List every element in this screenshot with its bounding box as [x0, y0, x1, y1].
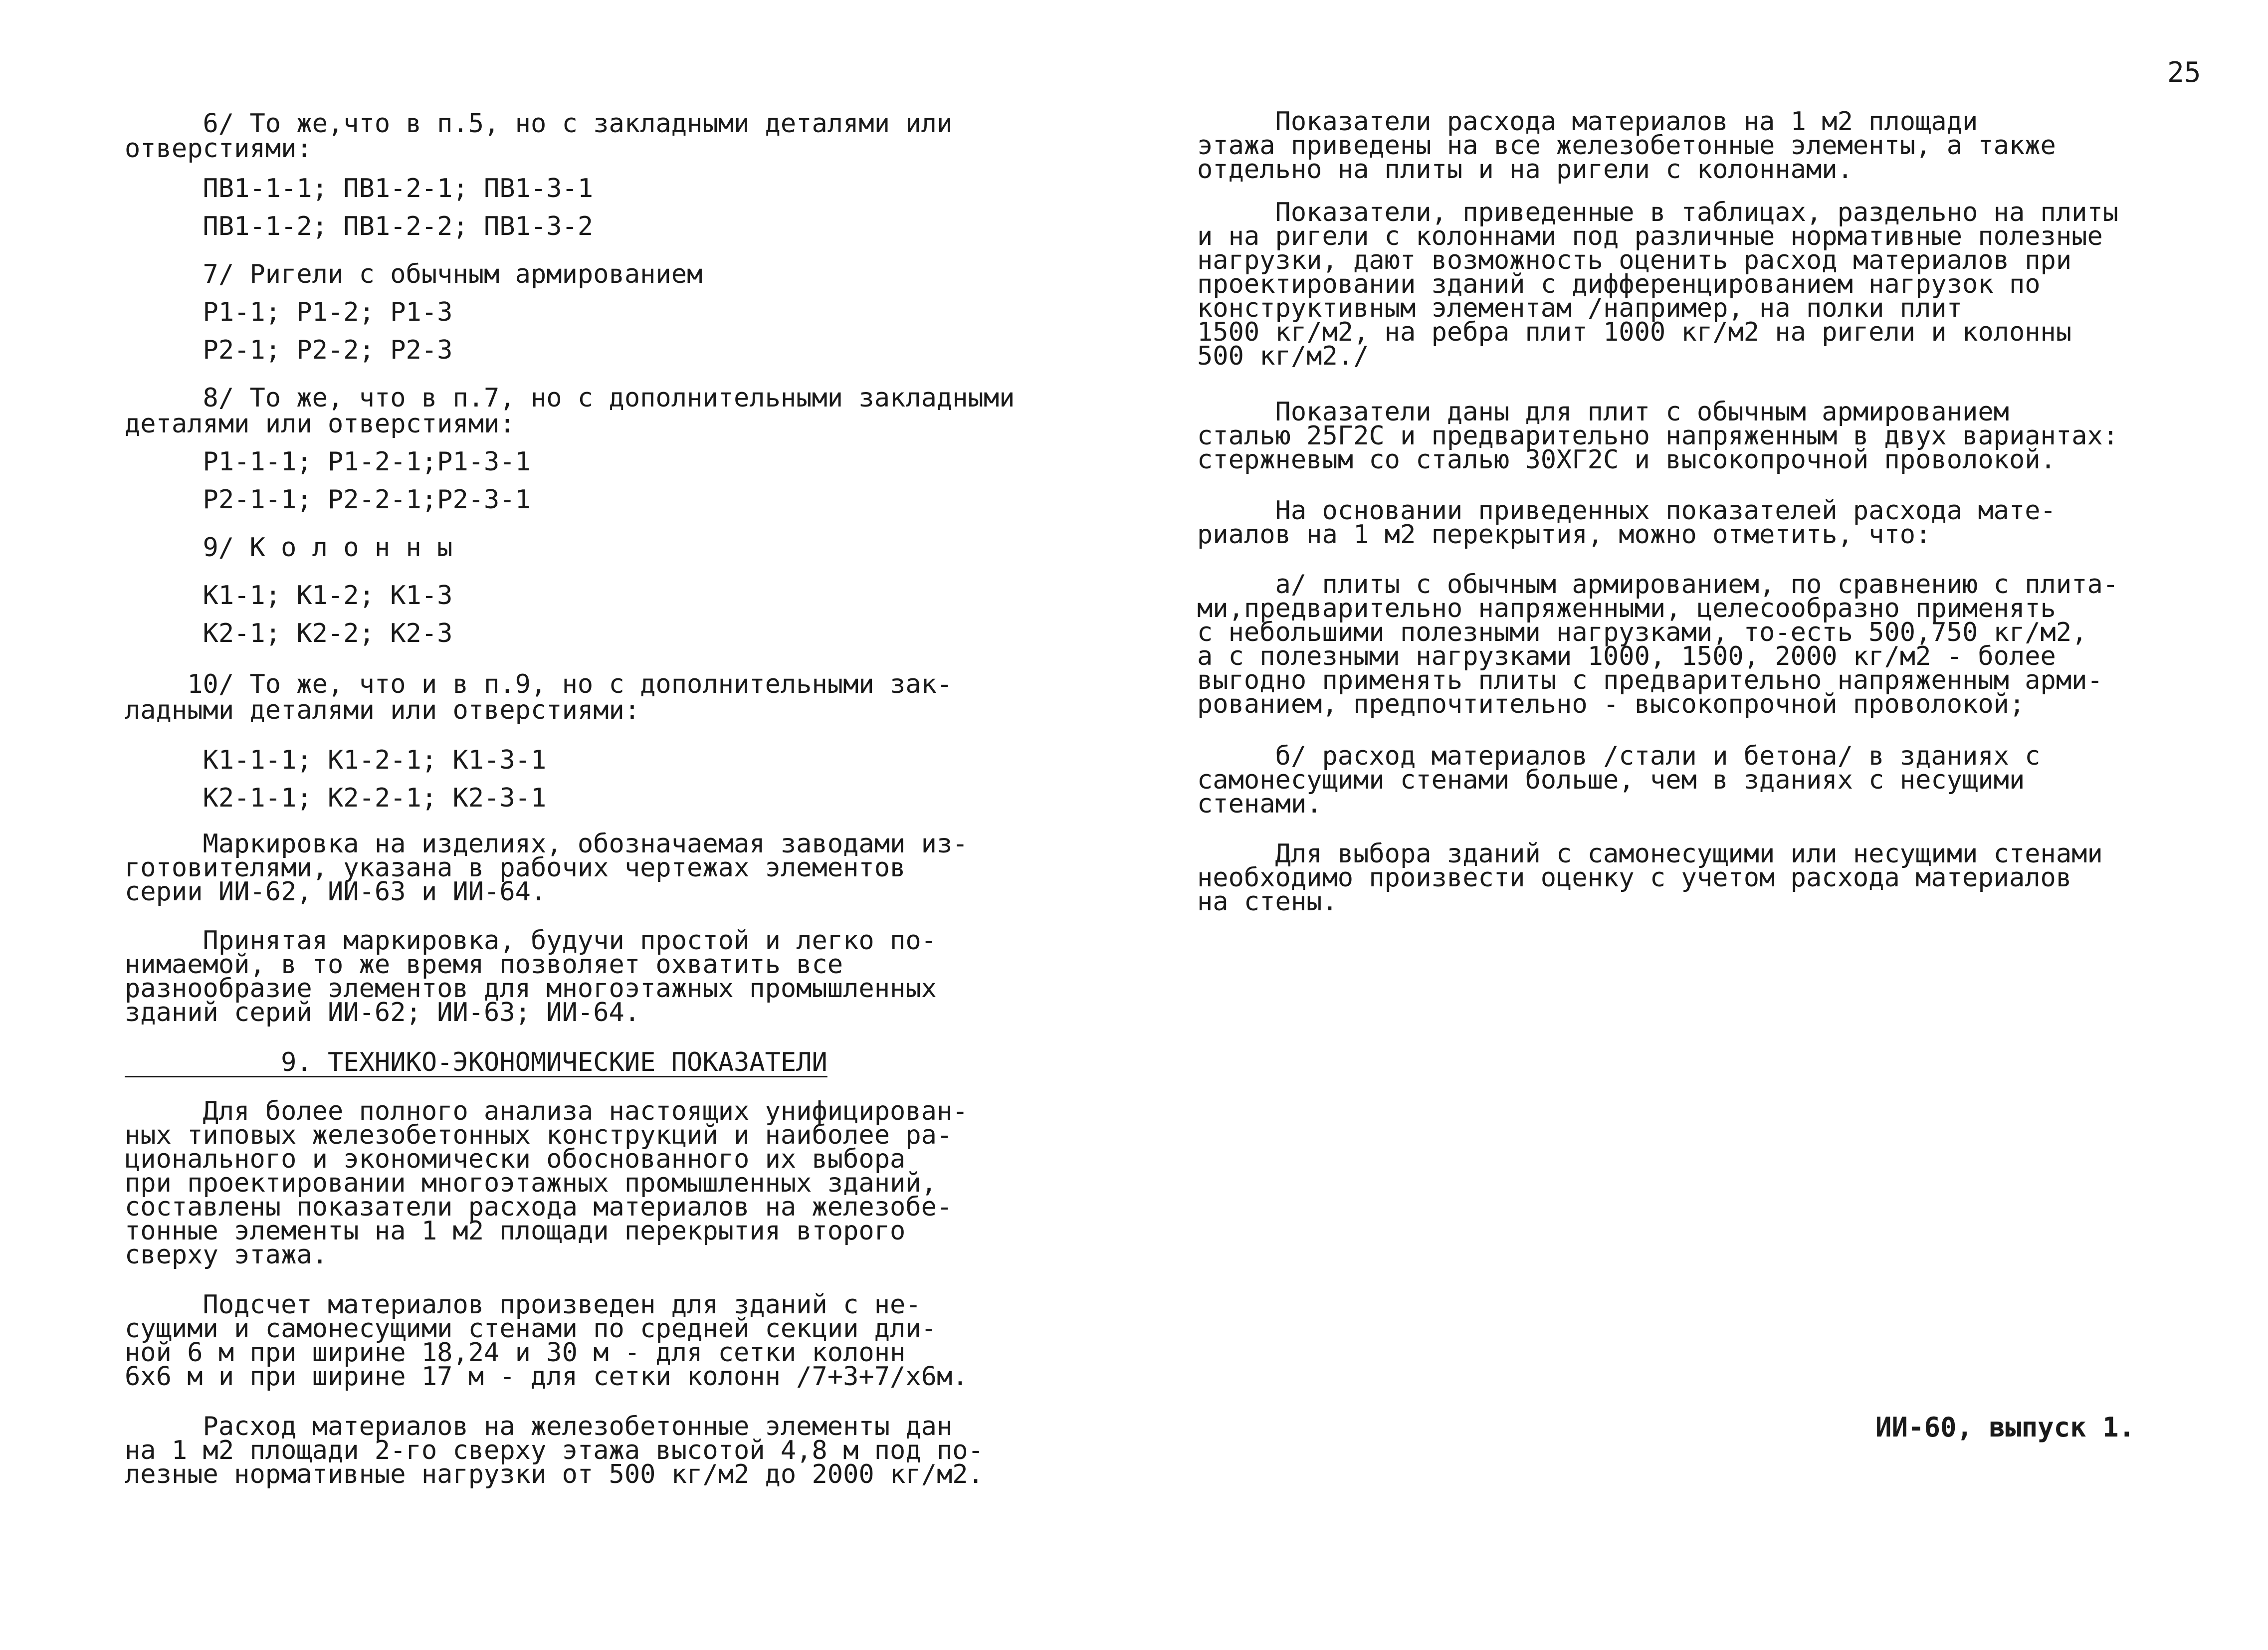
text-line: отдельно на плиты и на ригели с колоннами.: [1197, 155, 1853, 185]
text-line: 8/ То же, что в п.7, но с дополнительными закладными: [125, 383, 1015, 413]
text-line: ных типовых железобетонных конструкций и наиболее ра-: [125, 1120, 953, 1150]
text-line: 6/ То же,что в п.5, но с закладными деталями или: [125, 109, 953, 139]
text-line: отверстиями:: [125, 134, 312, 164]
text-line: Р1-1; Р1-2; Р1-3: [125, 297, 453, 327]
text-line: К2-1-1; К2-2-1; К2-3-1: [125, 783, 547, 813]
text-line: 10/ То же, что и в п.9, но с дополнительными зак-: [125, 669, 953, 699]
text-line: лезные нормативные нагрузки от 500 кг/м2 до 2000 кг/м2.: [125, 1459, 984, 1489]
text-line: при проектировании многоэтажных промышленных зданий,: [125, 1168, 937, 1198]
text-line: Показатели расхода материалов на 1 м2 площади: [1197, 107, 1978, 137]
text-line: стенами.: [1197, 789, 1322, 819]
text-line: Для более полного анализа настоящих унифицирован-: [125, 1096, 968, 1126]
text-line: 1500 кг/м2, на ребра плит 1000 кг/м2 на ригели и колонны: [1197, 317, 2072, 347]
text-line: Р2-1; Р2-2; Р2-3: [125, 335, 453, 365]
text-line: Расход материалов на железобетонные элементы дан: [125, 1412, 953, 1442]
text-line: Р1-1-1; Р1-2-1;Р1-3-1: [125, 447, 531, 477]
text-line: на 1 м2 площади 2-го сверху этажа высотой 4,8 м под по-: [125, 1436, 984, 1465]
text-line: выгодно применять плиты с предварительно напряженным арми-: [1197, 665, 2103, 695]
text-line: сверху этажа.: [125, 1240, 328, 1270]
text-line: этажа приведены на все железобетонные элементы, а также: [1197, 131, 2056, 161]
text-line: Показатели, приведенные в таблицах, раздельно на плиты: [1197, 198, 2119, 227]
text-line: сталью 25Г2С и предварительно напряженным в двух вариантах:: [1197, 421, 2119, 451]
text-line: зданий серий ИИ-62; ИИ-63; ИИ-64.: [125, 998, 640, 1028]
text-line: а/ плиты с обычным армированием, по сравнению с плита-: [1197, 570, 2119, 600]
text-line: серии ИИ-62, ИИ-63 и ИИ-64.: [125, 877, 547, 907]
text-line: нагрузки, дают возможность оценить расход материалов при: [1197, 245, 2072, 275]
text-line: готовителями, указана в рабочих чертежах элементов: [125, 853, 906, 883]
page-number: 25: [2167, 56, 2201, 89]
text-line: Принятая маркировка, будучи простой и легко по-: [125, 926, 937, 956]
text-line: с небольшими полезными нагрузками, то-есть 500,750 кг/м2,: [1197, 618, 2087, 647]
text-line: Р2-1-1; Р2-2-1;Р2-3-1: [125, 485, 531, 515]
text-line: К2-1; К2-2; К2-3: [125, 619, 453, 648]
text-line: 500 кг/м2./: [1197, 341, 1369, 371]
text-line: б/ расход материалов /стали и бетона/ в зданиях с: [1197, 741, 2041, 771]
series-footer: ИИ-60, выпуск 1.: [1875, 1412, 2135, 1443]
text-line: К1-1-1; К1-2-1; К1-3-1: [125, 745, 547, 775]
text-line: конструктивным элементам /например, на полки плит: [1197, 293, 1963, 323]
text-line: 9/ К о л о н н ы: [125, 533, 453, 563]
text-line: нимаемой, в то же время позволяет охватить все: [125, 950, 843, 980]
text-line: Подсчет материалов произведен для зданий с не-: [125, 1290, 921, 1320]
text-line: ми,предварительно напряженными, целесообразно применять: [1197, 594, 2056, 623]
text-line: деталями или отверстиями:: [125, 409, 515, 439]
text-line: ной 6 м при ширине 18,24 и 30 м - для сетки колонн: [125, 1338, 906, 1368]
text-line: Для выбора зданий с самонесущими или несущими стенами: [1197, 839, 2103, 869]
text-line: самонесущими стенами больше, чем в зданиях с несущими: [1197, 765, 2025, 795]
text-line: и на ригели с колоннами под различные нормативные полезные: [1197, 221, 2103, 251]
text-line: ционального и экономически обоснованного их выбора: [125, 1144, 906, 1174]
text-line: на стены.: [1197, 887, 1338, 917]
text-line: ПВ1-1-2; ПВ1-2-2; ПВ1-3-2: [125, 211, 594, 241]
text-line: рованием, предпочтительно - высокопрочной проволокой;: [1197, 689, 2025, 719]
text-line: а с полезными нагрузками 1000, 1500, 2000 кг/м2 - более: [1197, 641, 2056, 671]
text-line: Маркировка на изделиях, обозначаемая заводами из-: [125, 829, 968, 859]
text-line: разнообразие элементов для многоэтажных промышленных: [125, 974, 937, 1004]
text-line: риалов на 1 м2 перекрытия, можно отметить, что:: [1197, 520, 1931, 550]
text-line: необходимо произвести оценку с учетом расхода материалов: [1197, 863, 2072, 893]
text-line: 6х6 м и при ширине 17 м - для сетки колонн /7+3+7/х6м.: [125, 1362, 968, 1392]
text-line: Показатели даны для плит с обычным армированием: [1197, 397, 2009, 427]
text-line: 7/ Ригели с обычным армированием: [125, 259, 703, 289]
text-line: проектировании зданий с дифференцированием нагрузок по: [1197, 269, 2041, 299]
text-line: На основании приведенных показателей расхода мате-: [1197, 496, 2056, 526]
text-line: стержневым со сталью 30ХГ2С и высокопрочной проволокой.: [1197, 445, 2056, 475]
text-line: сущими и самонесущими стенами по средней секции дли-: [125, 1314, 937, 1344]
text-line: составлены показатели расхода материалов на железобе-: [125, 1192, 953, 1222]
text-line: ПВ1-1-1; ПВ1-2-1; ПВ1-3-1: [125, 174, 594, 204]
text-line: ладными деталями или отверстиями:: [125, 695, 640, 725]
text-line: К1-1; К1-2; К1-3: [125, 581, 453, 611]
section-heading: 9. ТЕХНИКО-ЭКОНОМИЧЕСКИЕ ПОКАЗАТЕЛИ: [125, 1047, 827, 1077]
text-line: тонные элементы на 1 м2 площади перекрытия второго: [125, 1216, 906, 1246]
